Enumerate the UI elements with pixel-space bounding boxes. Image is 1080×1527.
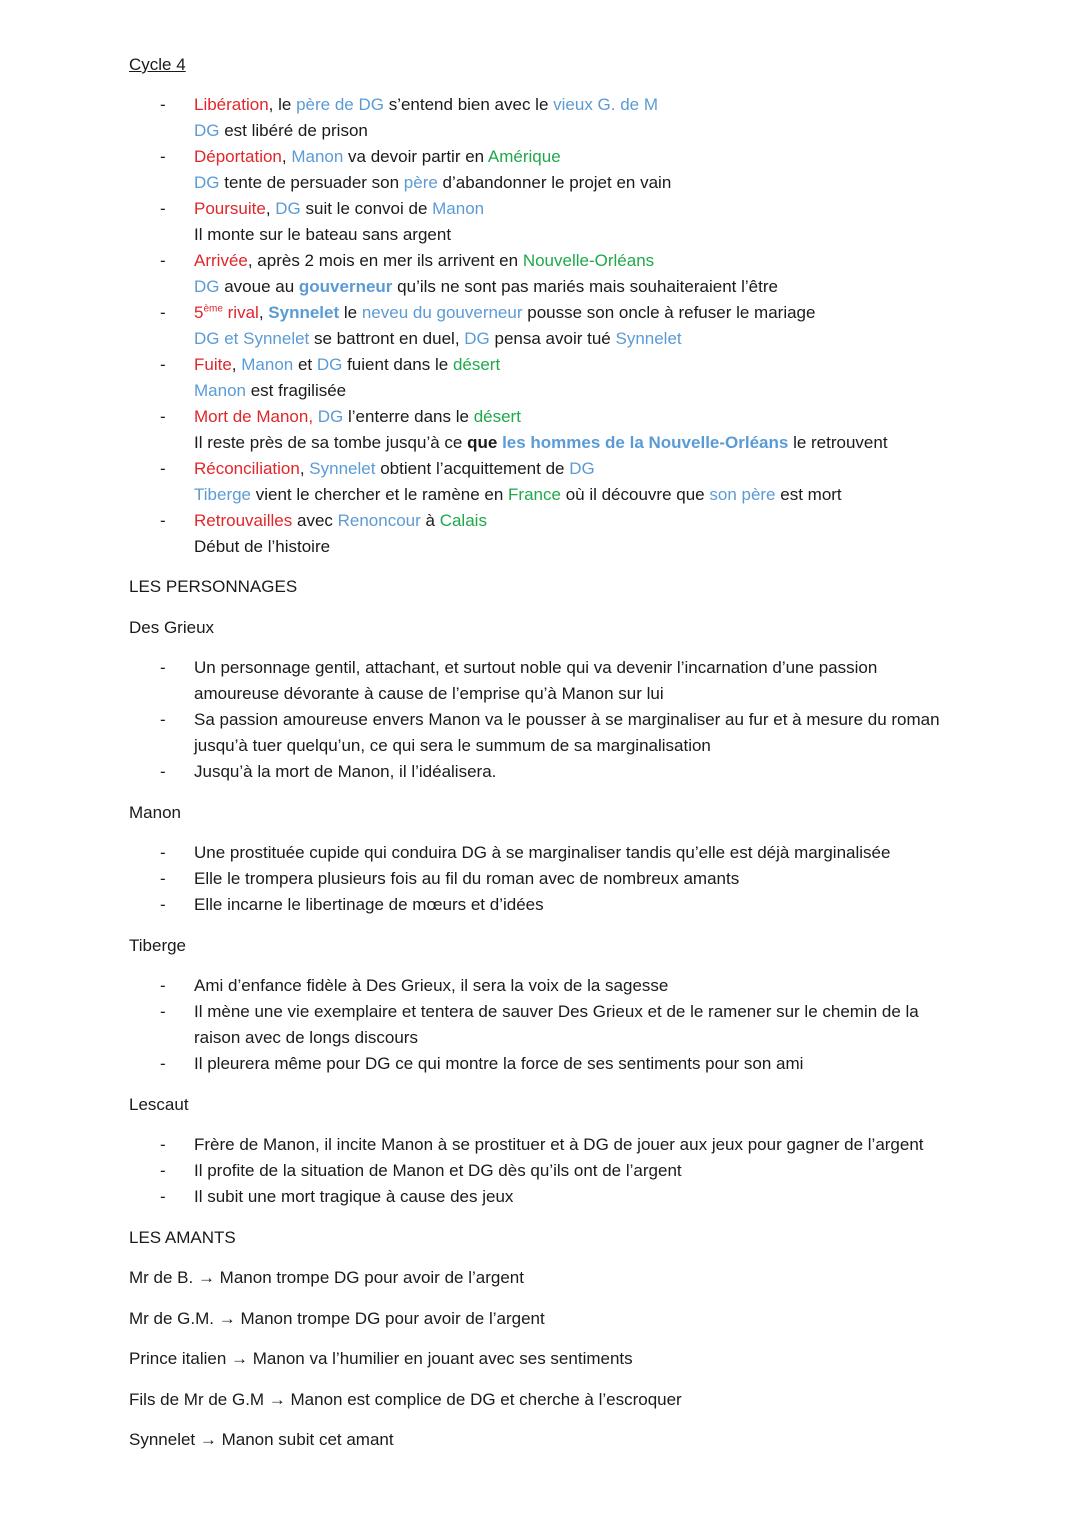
bullet-dash: - [160, 355, 166, 374]
text-segment: est fragilisée [245, 381, 347, 400]
bullet-dash: - [160, 762, 166, 781]
text-segment: gouverneur [298, 277, 393, 296]
character-trait-line: Ami d’enfance fidèle à Des Grieux, il sera la voix de la sagesse [194, 976, 669, 995]
timeline-line [194, 251, 654, 271]
character-trait-line: Un personnage gentil, attachant, et surtout noble qui va devenir l’incarnation d’une passion [194, 658, 878, 677]
bullet-dash: - [160, 895, 166, 914]
character-name: Tiberge [129, 936, 187, 955]
lover-entry: Fils de Mr de G.M → Manon est complice de DG et cherche à l’escroquer [129, 1390, 682, 1409]
text-segment: suit le convoi de [300, 199, 433, 218]
bullet-dash: - [160, 511, 166, 530]
text-segment: , [281, 147, 292, 166]
text-segment: les hommes de la Nouvelle-Orléans [502, 433, 789, 452]
character-trait-line: Il profite de la situation de Manon et DG dès qu’ils ont de l’argent [194, 1161, 682, 1180]
timeline-line [194, 459, 595, 479]
character-trait-line: Il pleurera même pour DG ce qui montre la force de ses sentiments pour son ami [194, 1054, 804, 1073]
timeline-line [194, 329, 682, 349]
timeline-line [194, 277, 778, 297]
text-segment: , [299, 459, 310, 478]
text-segment: Déportation [194, 147, 282, 166]
character-trait-line: Frère de Manon, il incite Manon à se prostituer et à DG de jouer aux jeux pour gagner de l’argent [194, 1135, 924, 1154]
text-segment: Manon [241, 355, 294, 374]
bullet-dash: - [160, 658, 166, 677]
text-segment: , [265, 199, 276, 218]
bullet-dash: - [160, 869, 166, 888]
text-segment: DG [194, 173, 220, 192]
text-segment: père [403, 173, 438, 192]
lover-entry: Synnelet → Manon subit cet amant [129, 1430, 394, 1449]
text-segment: désert [452, 355, 501, 374]
text-segment: Fuite [194, 355, 232, 374]
text-segment: rival [222, 303, 259, 322]
text-segment: Libération [194, 95, 269, 114]
text-segment: le [339, 303, 362, 322]
section-heading-characters: LES PERSONNAGES [129, 577, 298, 596]
character-trait-line: Il subit une mort tragique à cause des jeux [194, 1187, 514, 1206]
bullet-dash: - [160, 199, 166, 218]
text-segment: 5 [194, 303, 204, 322]
text-segment: DG [316, 355, 343, 374]
bullet-dash: - [160, 1002, 166, 1021]
character-name: Des Grieux [129, 618, 215, 637]
bullet-dash: - [160, 710, 166, 729]
text-segment: Arrivée [194, 251, 248, 270]
text-segment: père de DG [296, 95, 384, 114]
bullet-dash: - [160, 303, 166, 322]
lover-entry: Mr de B. → Manon trompe DG pour avoir de l’argent [129, 1268, 524, 1287]
text-segment: Tiberge [194, 485, 252, 504]
text-segment: Réconciliation [194, 459, 300, 478]
character-trait-line: Jusqu’à la mort de Manon, il l’idéalisera. [194, 762, 497, 781]
timeline-line [194, 433, 888, 453]
text-segment: Synnelet [309, 459, 376, 478]
text-segment: Amérique [487, 147, 561, 166]
bullet-dash: - [160, 1161, 166, 1180]
text-segment: DG [569, 459, 595, 478]
timeline-line [194, 147, 561, 167]
bullet-dash: - [160, 843, 166, 862]
text-segment: Synnelet [615, 329, 682, 348]
timeline-line [194, 355, 500, 375]
text-segment: s’entend bien avec le [383, 95, 554, 114]
bullet-dash: - [160, 1054, 166, 1073]
text-segment: Il reste près de sa tombe jusqu’à ce [194, 433, 468, 452]
text-segment: l’enterre dans le [343, 407, 474, 426]
text-segment: et [293, 355, 317, 374]
timeline-line [194, 303, 815, 323]
character-trait-line: Sa passion amoureuse envers Manon va le pousser à se marginaliser au fur et à mesure du roman [194, 710, 940, 729]
bullet-dash: - [160, 459, 166, 478]
text-segment: Synnelet [268, 303, 340, 322]
text-segment: fuient dans le [342, 355, 453, 374]
timeline-line [194, 95, 658, 115]
text-segment: DG et Synnelet [194, 329, 310, 348]
bullet-dash: - [160, 1187, 166, 1206]
text-segment: va devoir partir en [343, 147, 488, 166]
text-segment: où il découvre que [560, 485, 710, 504]
text-segment: neveu du gouverneur [361, 303, 523, 322]
timeline-line [194, 511, 487, 531]
text-segment: avec [292, 511, 338, 530]
timeline-line [194, 121, 368, 141]
text-segment: ème [203, 303, 223, 315]
timeline-line [194, 407, 521, 427]
text-segment: désert [473, 407, 521, 426]
character-trait-line: amoureuse dévorante à cause de l’emprise qu’à Manon sur lui [194, 684, 664, 703]
text-segment: Nouvelle-Orléans [522, 251, 655, 270]
bullet-dash: - [160, 147, 166, 166]
lover-entry: Prince italien → Manon va l’humilier en jouant avec ses sentiments [129, 1349, 633, 1368]
character-trait-line: raison avec de longs discours [194, 1028, 418, 1047]
text-segment: DG [194, 277, 220, 296]
text-segment: avoue au [219, 277, 299, 296]
text-segment: DG [464, 329, 490, 348]
bullet-dash: - [160, 1135, 166, 1154]
text-segment: Retrouvailles [194, 511, 293, 530]
timeline-line [194, 485, 842, 505]
text-segment: Début de l’histoire [194, 537, 331, 556]
text-segment: France [508, 485, 561, 504]
character-name: Lescaut [129, 1095, 189, 1114]
text-segment: son père [709, 485, 776, 504]
bullet-dash: - [160, 407, 166, 426]
text-segment: Mort de Manon, [194, 407, 318, 426]
text-segment: vient le chercher et le ramène en [251, 485, 509, 504]
text-segment: tente de persuader son [219, 173, 404, 192]
text-segment: Il monte sur le bateau sans argent [194, 225, 452, 244]
text-segment: DG [317, 407, 344, 426]
text-segment: , [258, 303, 269, 322]
timeline-line [194, 173, 671, 193]
text-segment: le retrouvent [788, 433, 888, 452]
character-trait-line: Elle incarne le libertinage de mœurs et d’idées [194, 895, 544, 914]
lover-entry: Mr de G.M. → Manon trompe DG pour avoir de l’argent [129, 1309, 545, 1328]
timeline-line [194, 537, 330, 557]
bullet-dash: - [160, 95, 166, 114]
text-segment: obtient l’acquittement de [375, 459, 570, 478]
text-segment: est mort [775, 485, 842, 504]
bullet-dash: - [160, 251, 166, 270]
timeline-line [194, 199, 484, 219]
text-segment: d’abandonner le projet en vain [437, 173, 672, 192]
text-segment: se battront en duel, [309, 329, 465, 348]
text-segment: Poursuite [194, 199, 266, 218]
text-segment: que [467, 433, 498, 452]
text-segment: pensa avoir tué [489, 329, 616, 348]
bullet-dash: - [160, 976, 166, 995]
text-segment: DG [275, 199, 301, 218]
character-trait-line: Elle le trompera plusieurs fois au fil du roman avec de nombreux amants [194, 869, 740, 888]
text-segment: à [420, 511, 440, 530]
text-segment: Calais [439, 511, 487, 530]
text-segment: DG [194, 121, 220, 140]
character-trait-line: Une prostituée cupide qui conduira DG à se marginaliser tandis qu’elle est déjà marginalisée [194, 843, 891, 862]
text-segment: Renoncour [337, 511, 421, 530]
text-segment: pousse son oncle à refuser le mariage [522, 303, 816, 322]
cycle-title: Cycle 4 [129, 55, 186, 74]
timeline-line [194, 381, 346, 401]
text-segment: Manon [194, 381, 246, 400]
text-segment: qu’ils ne sont pas mariés mais souhaiteraient l’être [392, 277, 778, 296]
text-segment: , [231, 355, 242, 374]
timeline-line [194, 225, 451, 245]
character-trait-line: Il mène une vie exemplaire et tentera de sauver Des Grieux et de le ramener sur le chemin de la [194, 1002, 919, 1021]
character-trait-line: jusqu’à tuer quelqu’un, ce qui sera le summum de sa marginalisation [194, 736, 711, 755]
text-segment: Manon [291, 147, 344, 166]
text-segment: vieux G. de M [553, 95, 659, 114]
section-heading-lovers: LES AMANTS [129, 1228, 236, 1247]
text-segment: Manon [432, 199, 485, 218]
character-name: Manon [129, 803, 181, 822]
text-segment: , après 2 mois en mer ils arrivent en [247, 251, 523, 270]
text-segment: , le [268, 95, 297, 114]
text-segment: est libéré de prison [219, 121, 368, 140]
